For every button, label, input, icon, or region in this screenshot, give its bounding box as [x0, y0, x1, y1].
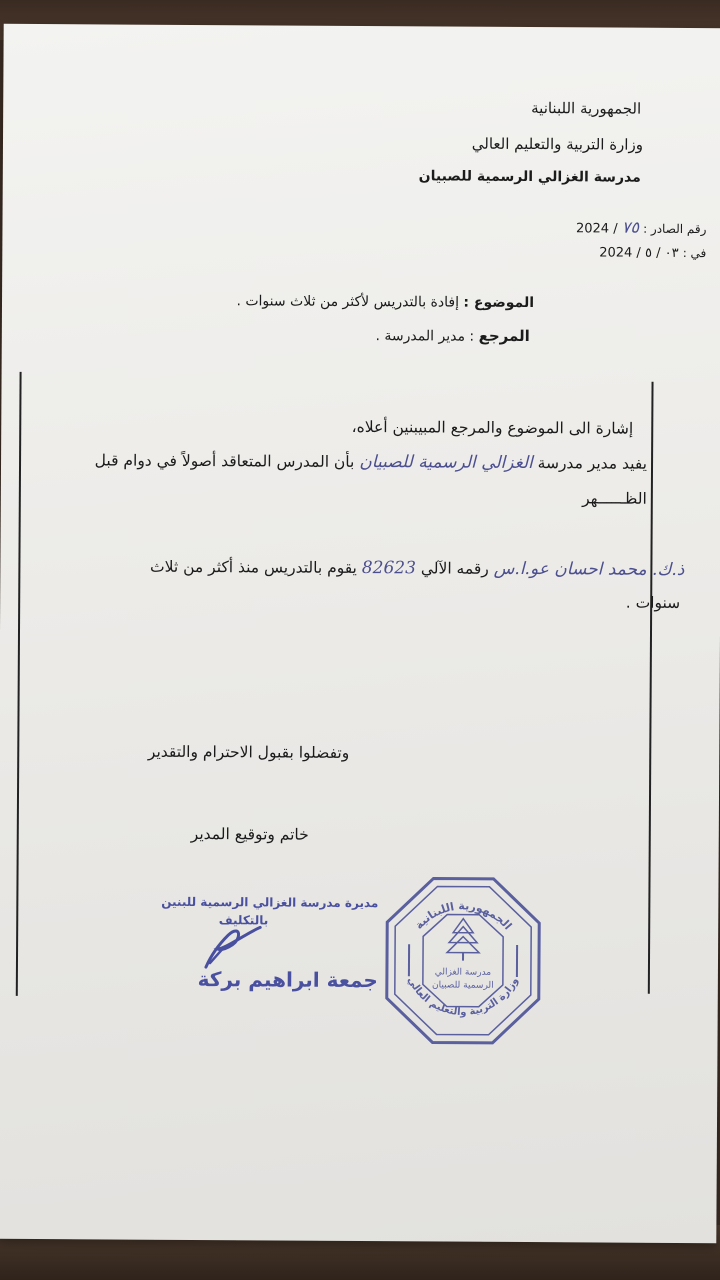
handwritten-signature-mark [198, 923, 268, 973]
date-value: ٠٣ / ٥ / 2024 [599, 245, 679, 261]
issue-label: رقم الصادر : [643, 221, 707, 237]
signature-title-1: مديرة مدرسة الغزالي الرسمية للبنين [161, 894, 379, 911]
subject-label: الموضوع : [463, 294, 535, 312]
official-stamp [382, 874, 543, 1047]
body-line-5: سنوات . [625, 593, 681, 612]
teacher-number-handwritten: 82623 [361, 558, 416, 579]
cedar-tree-icon [447, 919, 479, 961]
body-line-2-suffix: بأن المدرس المتعاقد أصولاً في دوام قبل [94, 451, 355, 471]
closing-thanks: وتفضلوا بقبول الاحترام والتقدير [147, 742, 350, 762]
date-line [599, 245, 706, 261]
signature-block [161, 894, 379, 1016]
ref-text: : مدير المدرسة . [375, 328, 475, 345]
stamp-signature-label: خاتم وتوقيع المدير [190, 824, 309, 844]
body-line-2-prefix: يفيد مدير مدرسة [537, 454, 648, 473]
frame-line-left [16, 372, 22, 996]
body-line-4 [150, 557, 684, 580]
letterhead-republic: الجمهورية اللبنانية [531, 99, 642, 118]
school-name-handwritten: الغزالي الرسمية للصبيان [359, 451, 533, 474]
body-line-4-suffix: يقوم بالتدريس منذ أكثر من ثلاث [150, 557, 357, 577]
issue-year: / 2024 [575, 221, 618, 237]
body-line-3: الظــــــهر [582, 489, 647, 508]
signature-title-2: بالتكليف [218, 913, 269, 928]
stamp-bottom-text: وزارة التربية والتعليم العالي [405, 975, 521, 1019]
stamp-center-line-1: مدرسة الغزالي [434, 967, 492, 978]
date-label: في : [682, 245, 707, 261]
issue-number: ٧٥ [621, 217, 640, 237]
letterhead-ministry: وزارة التربية والتعليم العالي [471, 134, 644, 154]
stamp-center-line-2: الرسمية للصبيان [431, 980, 494, 991]
body-line-1: إشارة الى الموضوع والمرجع المبيبنين أعلاه، [351, 417, 634, 438]
subject-line [236, 293, 534, 311]
letterhead-school: مدرسة الغزالي الرسمية للصبيان [418, 168, 641, 186]
body-line-4-mid: رقمه الآلي [420, 559, 489, 578]
body-line-2 [95, 450, 647, 473]
teacher-name-handwritten: ذ.ك. محمد احسان عو.ا.س [493, 558, 685, 580]
document-page [0, 24, 720, 1243]
ref-label: المرجع [478, 326, 530, 346]
ref-line [376, 326, 530, 345]
frame-line-right [648, 382, 654, 994]
stamp-top-text: الجمهورية اللبنانية [412, 899, 515, 933]
subject-text: إفادة بالتدريس لأكثر من ثلاث سنوات . [236, 293, 460, 311]
issue-number-line [576, 217, 707, 237]
signature-name: جمعة ابراهيم بركة [197, 967, 378, 993]
